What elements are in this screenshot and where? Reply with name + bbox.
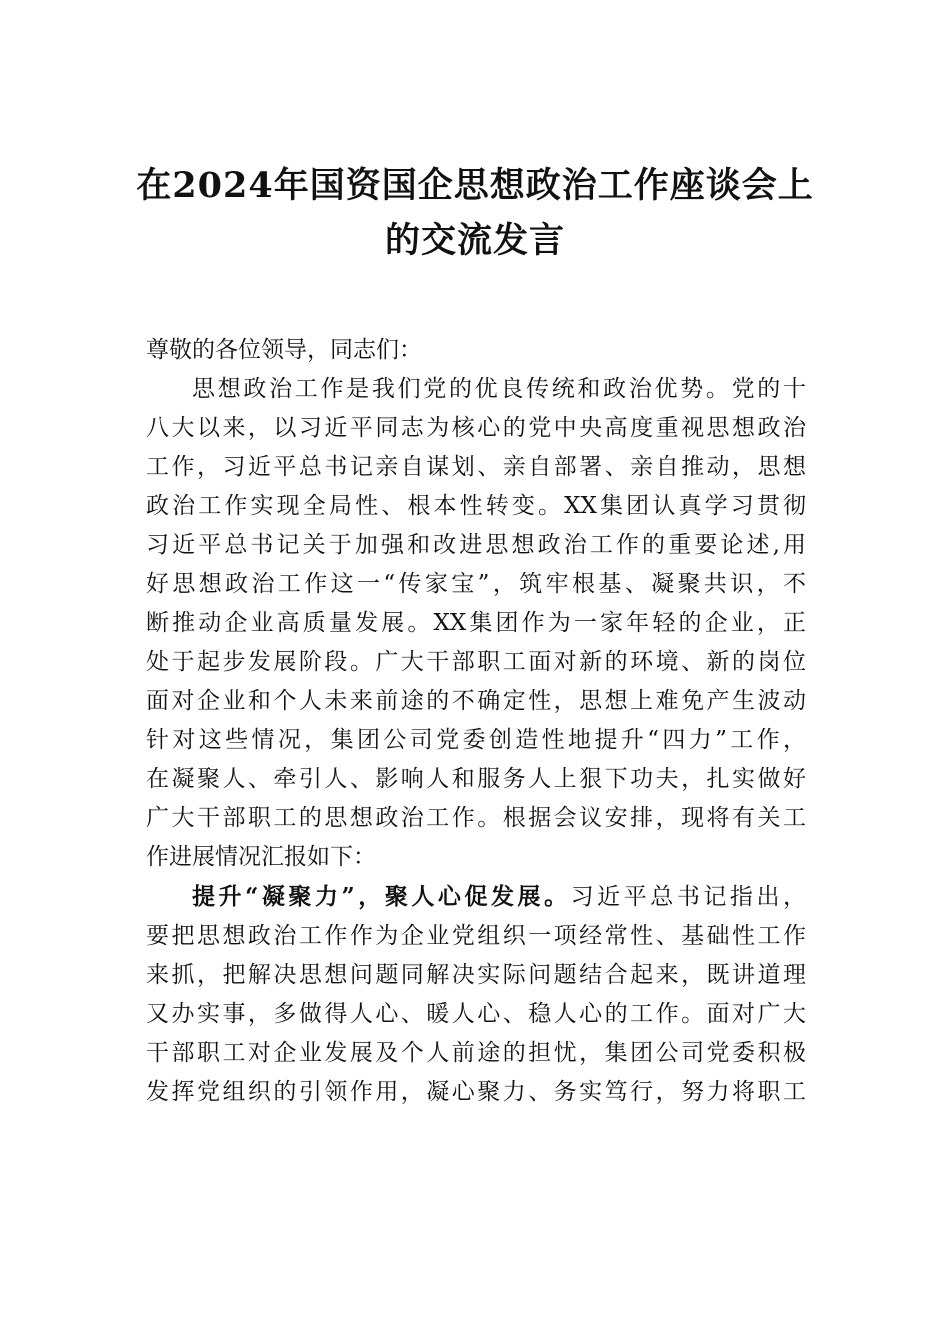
paragraph-2-first-line <box>146 877 806 917</box>
paragraph-1-line: 政治工作实现全局性、根本性转变。XX集团认真学习贯彻 <box>146 493 806 519</box>
paragraph-1-line: 在凝聚人、牵引人、影响人和服务人上狠下功夫，扎实做好 <box>146 766 806 792</box>
greeting: 尊敬的各位领导，同志们： <box>146 337 422 363</box>
paragraph-2 <box>146 877 806 1112</box>
paragraph-1-line: 断推动企业高质量发展。XX集团作为一家年轻的企业，正 <box>146 610 806 636</box>
paragraph-1-line: 工作，习近平总书记亲自谋划、亲自部署、亲自推动，思想 <box>146 454 806 480</box>
paragraph-2-line: 要把思想政治工作作为企业党组织一项经常性、基础性工作 <box>146 923 806 949</box>
paragraph-1-line: 好思想政治工作这一“传家宝”，筑牢根基、凝聚共识，不 <box>146 571 806 597</box>
paragraph-2-line: 来抓，把解决思想问题同解决实际问题结合起来，既讲道理 <box>146 962 806 988</box>
paragraph-2-first-line-text: 习近平总书记指出， <box>570 884 806 910</box>
paragraph-1-line: 八大以来，以习近平同志为核心的党中央高度重视思想政治 <box>146 415 806 441</box>
document-title-line-2: 的交流发言 <box>384 220 565 261</box>
paragraph-1-line: 广大干部职工的思想政治工作。根据会议安排，现将有关工 <box>146 805 806 831</box>
paragraph-1-line: 处于起步发展阶段。广大干部职工面对新的环境、新的岗位 <box>146 649 806 675</box>
paragraph-2-line: 干部职工对企业发展及个人前途的担忧，集团公司党委积极 <box>146 1040 806 1066</box>
paragraph-2-line: 发挥党组织的引领作用，凝心聚力、务实笃行，努力将职工 <box>146 1079 806 1105</box>
paragraph-1-line: 习近平总书记关于加强和改进思想政治工作的重要论述,用 <box>146 532 806 558</box>
paragraph-1-line: 思想政治工作是我们党的优良传统和政治优势。党的十 <box>192 376 806 402</box>
paragraph-1-line: 作进展情况汇报如下： <box>146 844 376 870</box>
paragraph-2-line: 又办实事，多做得人心、暖人心、稳人心的工作。面对广大 <box>146 1001 806 1027</box>
paragraph-2-heading: 提升“凝聚力”，聚人心促发展。 <box>192 883 571 910</box>
paragraph-1-line: 面对企业和个人未来前途的不确定性，思想上难免产生波动 <box>146 688 806 714</box>
document-title-line-1: 在2024年国资国企思想政治工作座谈会上 <box>136 165 814 206</box>
paragraph-1-line: 针对这些情况，集团公司党委创造性地提升“四力”工作， <box>146 727 806 753</box>
paragraph-1 <box>146 370 806 877</box>
